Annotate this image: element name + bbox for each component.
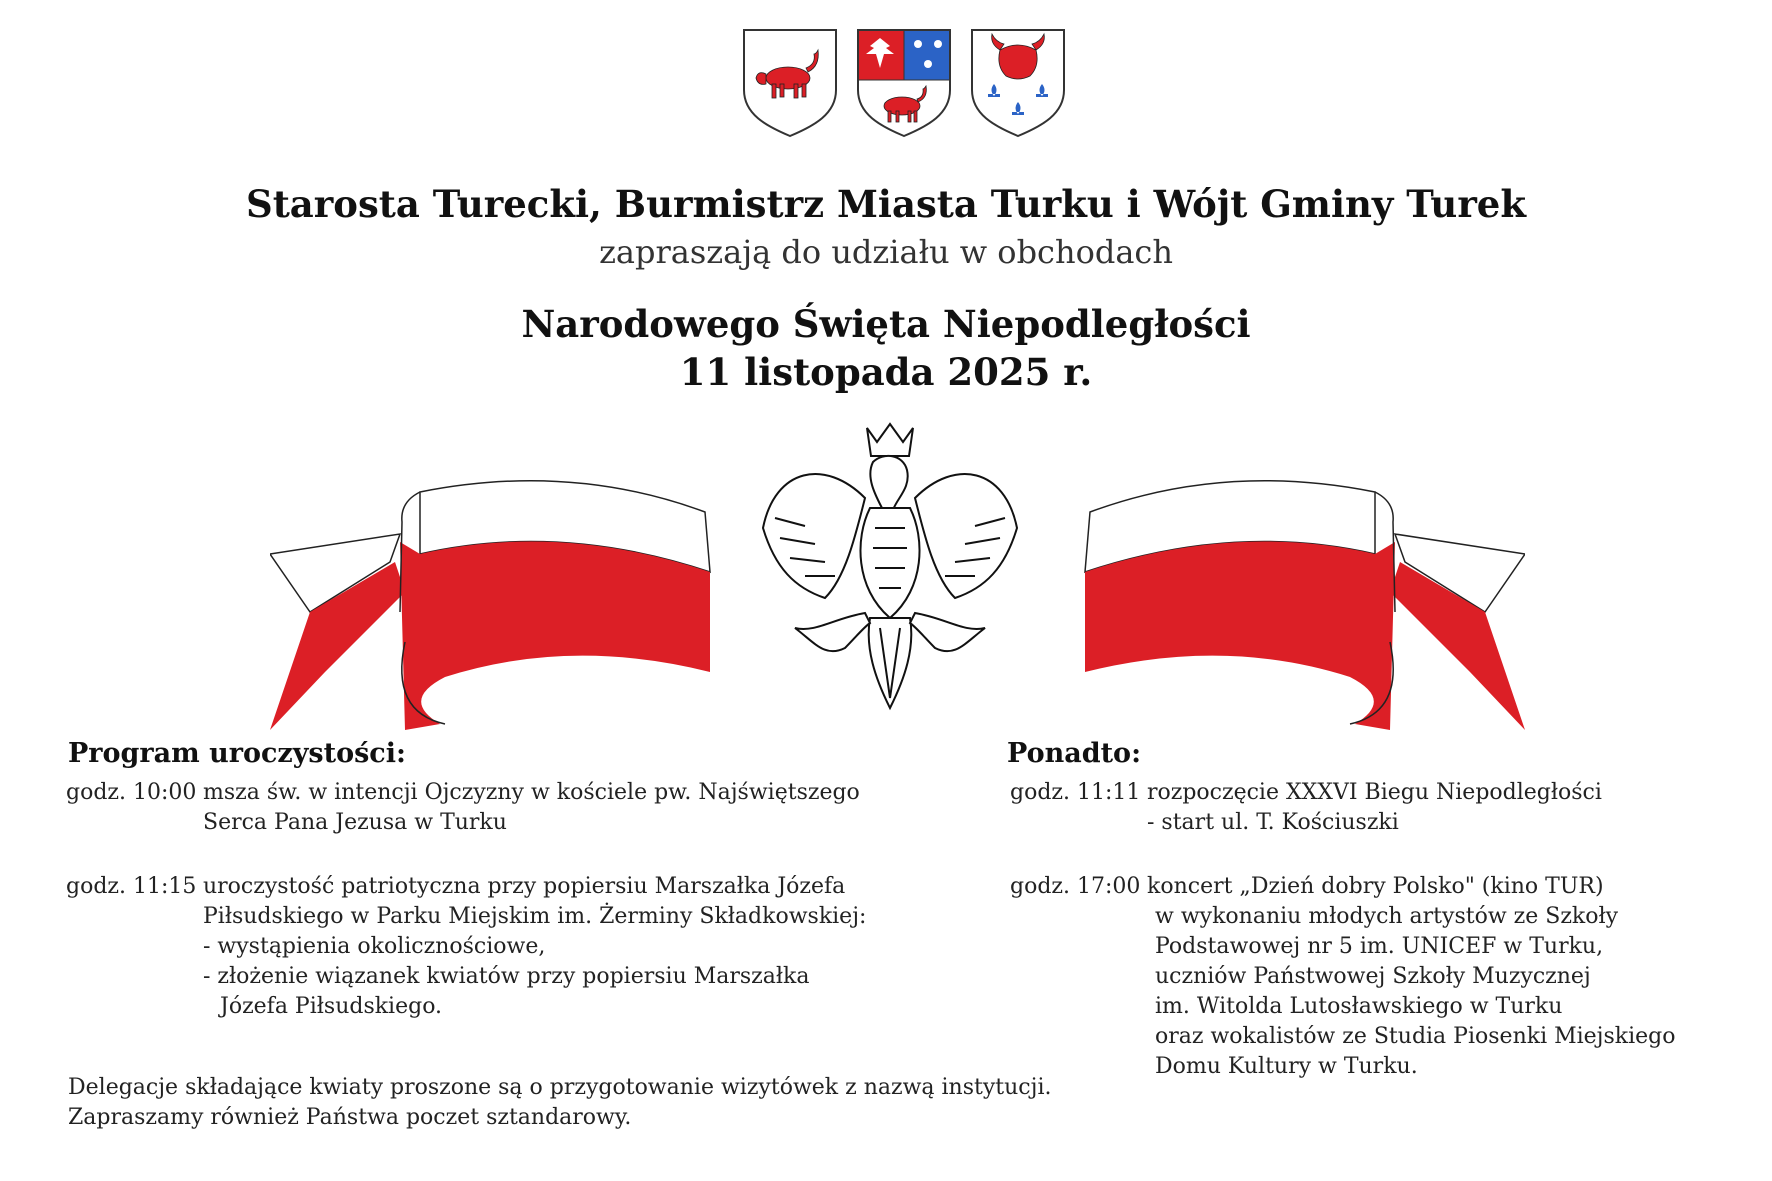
miasto-turek-crest-icon [856,28,952,138]
also-item-1-time: godz. 11:11 [1010,780,1141,805]
also-item-2-line-6: oraz wokalistów ze Studia Piosenki Miejskiego [1155,1024,1676,1049]
also-item-2-line-3: Podstawowej nr 5 im. UNICEF w Turku, [1155,934,1604,959]
also-item-2-line-4: uczniów Państwowej Szkoły Muzycznej [1155,964,1591,989]
also-item-1-line-1: rozpoczęcie XXXVI Biegu Niepodległości [1147,780,1602,805]
program-item-1-line-1: msza św. w intencji Ojczyzny w kościele pw. Najświętszego [203,780,860,805]
delegations-note: Delegacje składające kwiaty proszone są o przygotowanie wizytówek z nazwą instytucji. [68,1075,1052,1100]
also-item-2-line-1: koncert „Dzień dobry Polsko" (kino TUR) [1147,874,1604,899]
program-item-2-line-4: - złożenie wiązanek kwiatów przy popiersiu Marszałka [203,964,810,989]
polish-white-eagle-icon [755,418,1025,716]
gmina-turek-crest-icon [970,28,1066,138]
also-item-2-line-7: Domu Kultury w Turku. [1155,1054,1418,1079]
program-item-2-line-3: - wystąpienia okolicznościowe, [203,934,546,959]
powiat-turecki-crest-icon [742,28,838,138]
program-item-2-line-5: Józefa Piłsudskiego. [220,994,443,1019]
standard-bearers-note: Zapraszamy również Państwa poczet sztandarowy. [68,1105,632,1130]
holiday-date: 11 listopada 2025 r. [679,350,1093,394]
program-item-2-line-1: uroczystość patriotyczna przy popiersiu Marszałka Józefa [203,874,846,899]
program-item-1-time: godz. 10:00 [66,780,197,805]
left-flag-ribbon-icon [270,462,715,730]
crests-row [0,28,1772,138]
also-item-2-line-5: im. Witolda Lutosławskiego w Turku [1155,994,1563,1019]
program-item-2-line-2: Piłsudskiego w Parku Miejskim im. Żerminy Składkowskiej: [203,904,867,929]
also-title: Ponadto: [1007,738,1142,769]
also-item-1-line-2: - start ul. T. Kościuszki [1147,810,1399,835]
invitation-line: Starosta Turecki, Burmistrz Miasta Turku i Wójt Gminy Turek [246,182,1526,226]
right-flag-ribbon-icon [1080,462,1525,730]
also-item-2-time: godz. 17:00 [1010,874,1141,899]
also-item-2-line-2: w wykonaniu młodych artystów ze Szkoły [1155,904,1619,929]
invitation-subline: zapraszają do udziału w obchodach [599,233,1173,271]
program-title: Program uroczystości: [68,738,406,769]
program-item-2-time: godz. 11:15 [66,874,197,899]
holiday-name: Narodowego Święta Niepodległości [521,302,1251,346]
program-item-1-line-2: Serca Pana Jezusa w Turku [203,810,507,835]
